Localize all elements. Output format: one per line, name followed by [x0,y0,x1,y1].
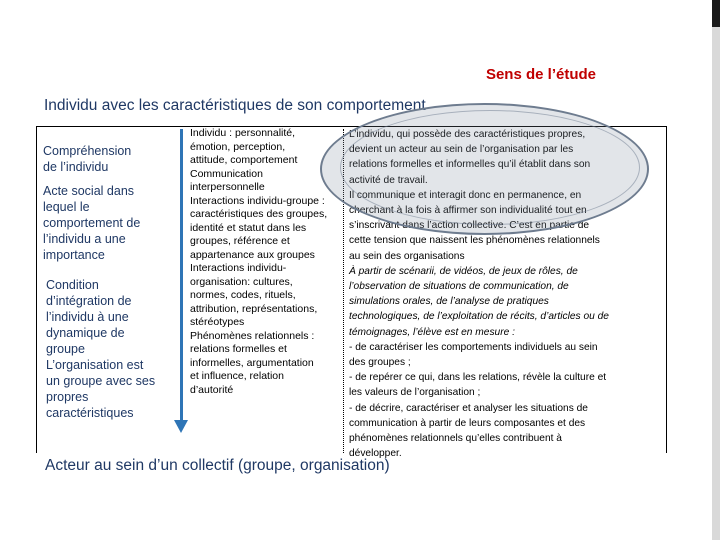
right-line: témoignages, l’élève est en mesure : [349,326,515,338]
middle-line: d’autorité [190,383,234,396]
left-block-understanding [43,143,171,175]
progress-arrow-shaft [180,129,183,422]
left-block-social-act [43,183,171,263]
left-line: un groupe avec ses [46,374,156,388]
right-line: technologiques, de l’exploitation de récits, d’articles ou de [349,311,609,323]
right-line: phénomènes relationnels qu’elles contribuent à [349,433,562,445]
right-line: L’individu, qui possède des caractéristiques propres, [349,129,586,140]
middle-line: Communication [190,167,263,180]
right-line: simulations orales, de l’analyse de pratiques [349,296,549,308]
middle-line: interpersonnelle [190,181,265,193]
left-line: Condition [46,278,99,292]
right-line: À partir de scénarii, de vidéos, de jeux de rôles, de [349,265,578,277]
right-line: des groupes ; [349,357,411,369]
left-line: Acte social dans [43,184,135,198]
middle-line: émotion, perception, [190,140,286,153]
middle-line: identité et statut dans les [190,221,307,234]
middle-line: Interactions individu- [190,262,287,274]
middle-line: informelles, argumentation [190,356,314,369]
left-block-integration [43,277,171,421]
middle-line: et influence, relation [190,370,284,382]
right-line: communication à partir de leurs composantes et des [349,417,586,429]
middle-line: Individu : personnalité, [190,127,296,139]
right-line: cherchant à la fois à affirmer son individualité tout en [349,205,587,217]
right-line: - de décrire, caractériser et analyser les situations de [349,402,588,414]
right-line: au sein des organisations [349,250,465,262]
middle-line: stéréotypes [190,316,245,328]
right-line: s’inscrivant dans l’action collective. C’est en partie de [349,220,590,232]
left-line: importance [43,248,105,262]
middle-line: groupes, référence et [190,235,290,247]
left-line: caractéristiques [46,406,134,420]
middle-line: appartenance aux groupes [190,248,315,261]
left-line: groupe [46,342,85,356]
middle-line: attribution, représentations, [190,302,318,315]
sens-title: Sens de l’étude [485,66,596,83]
left-line: L’organisation est [46,358,144,372]
right-edge-bar-dark [712,0,720,27]
right-line: - de caractériser les comportements individuels au sein [349,341,598,353]
left-column [43,143,171,429]
right-edge-bar-gray [712,27,720,540]
left-line: propres [46,390,89,404]
left-line: l’individu à une [46,310,129,324]
middle-line: attitude, comportement [190,154,298,166]
left-line: d’intégration de [46,294,132,308]
middle-line: normes, codes, rituels, [190,289,296,301]
right-line: devient un acteur au sein de l’organisation par les [349,144,574,156]
left-line: lequel le [43,200,90,214]
right-line: développer. [349,448,402,460]
left-line: Compréhension [43,144,132,158]
right-line: les valeurs de l’organisation ; [349,387,481,399]
left-line: l’individu a une [43,232,126,246]
highlight-oval-inner-ring [340,110,640,225]
footer-title: Acteur au sein d’un collectif (groupe, organisation) [45,457,390,474]
right-line: Il communique et interagit donc en permanence, en [349,189,582,201]
middle-line: caractéristiques des groupes, [190,208,328,220]
middle-line: organisation: cultures, [190,275,293,288]
right-line: relations formelles et informelles qu’il établit dans son [349,159,591,171]
right-line: - de repérer ce qui, dans les relations, révèle la culture et [349,372,607,384]
right-line: l’observation de situations de communication, de [349,281,569,293]
left-line: comportement de [43,216,141,230]
left-line: de l’individu [43,160,109,174]
right-line: activité de travail. [349,174,428,186]
middle-line: Phénomènes relationnels : [190,329,315,342]
arrow-down-icon [174,420,188,433]
middle-column [190,127,340,397]
left-line: dynamique de [46,326,125,340]
middle-line: Interactions individu-groupe : [190,194,325,207]
header-title: Individu avec les caractéristiques de son comportement [44,97,426,114]
right-line: cette tension que naissent les phénomènes relationnels [349,235,600,247]
middle-line: relations formelles et [190,343,287,355]
